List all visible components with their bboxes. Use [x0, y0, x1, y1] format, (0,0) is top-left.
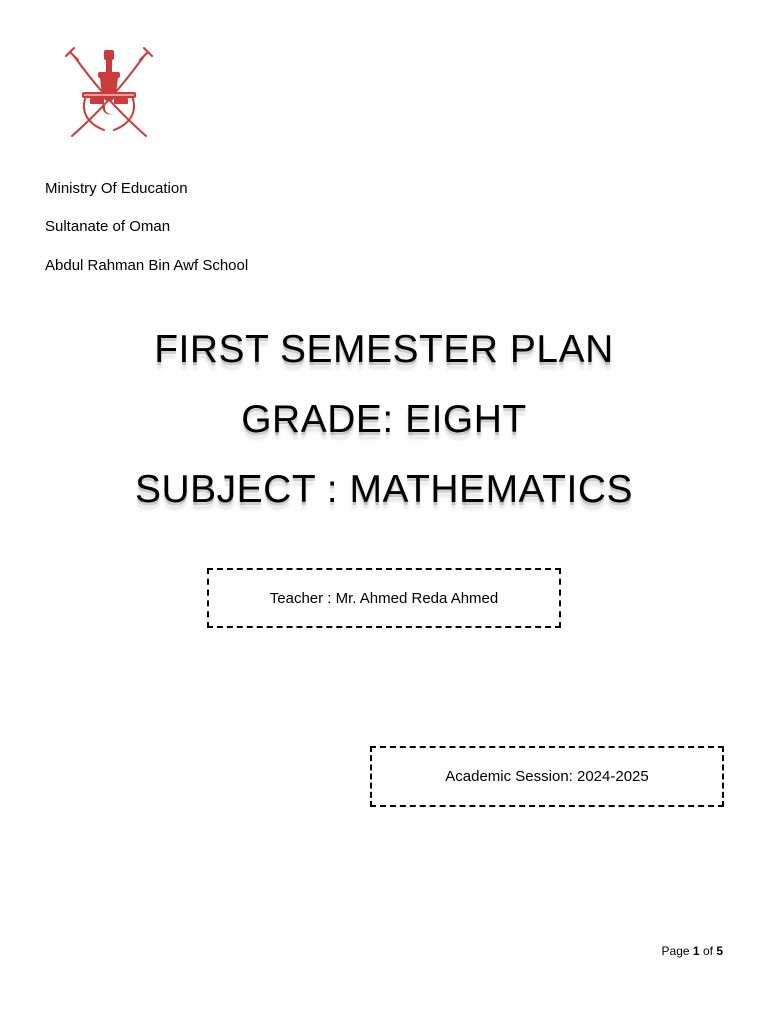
- subject-title: SUBJECT : MATHEMATICS: [134, 468, 634, 511]
- country-text: Sultanate of Oman: [45, 218, 171, 235]
- teacher-text: Teacher : Mr. Ahmed Reda Ahmed: [269, 589, 499, 607]
- ministry-text: Ministry Of Education: [45, 180, 188, 197]
- document-title: FIRST SEMESTER PLAN: [154, 328, 614, 371]
- oman-emblem-icon: [60, 42, 158, 142]
- school-name-text: Abdul Rahman Bin Awf School: [45, 257, 249, 274]
- grade-title: GRADE: EIGHT: [241, 398, 527, 441]
- academic-session-text: Academic Session: 2024-2025: [445, 768, 649, 785]
- current-page-number: 1: [692, 944, 700, 958]
- teacher-box: [207, 568, 561, 628]
- total-pages-number: 5: [716, 944, 723, 958]
- page-number: [662, 944, 723, 958]
- academic-session-box: [370, 746, 724, 807]
- page-word: Page: [661, 944, 690, 958]
- of-word: of: [702, 944, 713, 958]
